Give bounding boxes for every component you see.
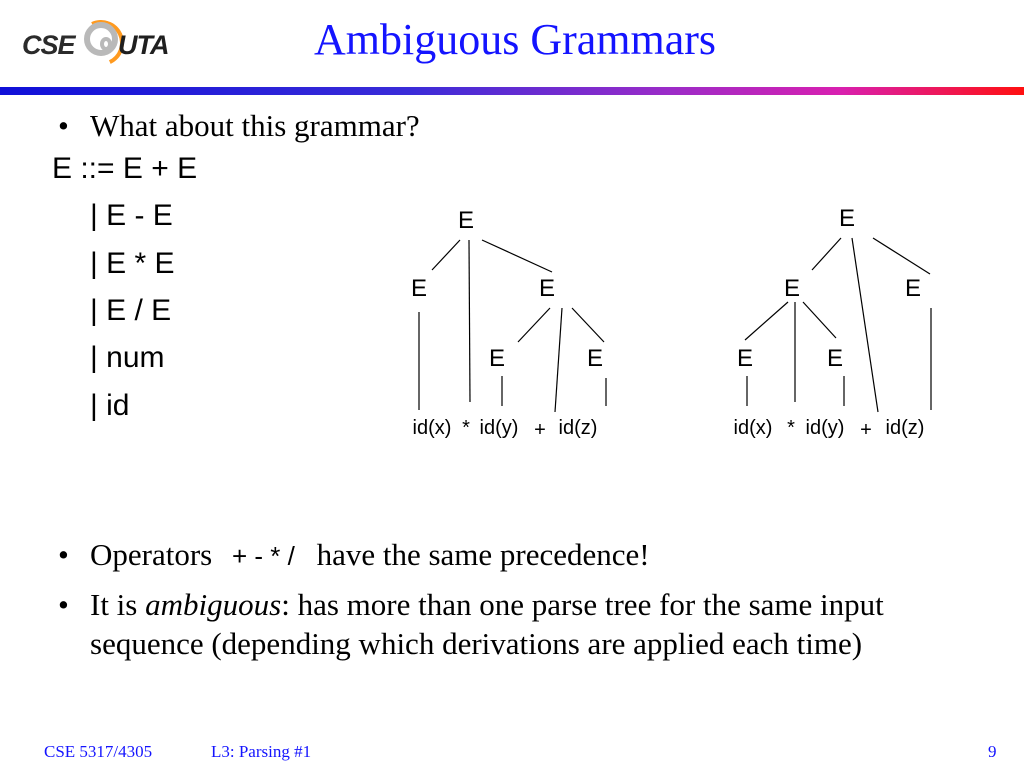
bullet-text: What about this grammar?	[90, 108, 420, 143]
grammar-line-5: | num	[90, 341, 165, 374]
parse-tree-left-edges	[419, 240, 606, 412]
tree-left-token-2: *	[462, 417, 470, 439]
tree-left-token-5: id(z)	[558, 417, 598, 439]
grammar-line-3: | E * E	[90, 247, 175, 280]
tree-right-token-3: id(y)	[805, 417, 845, 439]
tree-left-token-3: id(y)	[479, 417, 519, 439]
tree-left-root: E	[457, 207, 475, 234]
cse-uta-logo: CSE UTA	[22, 20, 167, 70]
bullet-dot: •	[58, 587, 69, 622]
tree-left-token-4: +	[534, 419, 546, 441]
tree-left-node-rr: E	[586, 345, 604, 372]
bullet-operators	[0, 537, 1024, 577]
grammar-line-1: E ::= E + E	[52, 152, 198, 185]
footer-course: CSE 5317/4305	[44, 742, 153, 761]
tree-left-token-1: id(x)	[412, 417, 452, 439]
tree-right-node-r: E	[904, 275, 922, 302]
tree-right-token-5: id(z)	[885, 417, 925, 439]
tree-right-token-4: +	[860, 419, 872, 441]
ambiguous-term: ambiguous	[145, 587, 282, 622]
tree-right-node-l: E	[783, 275, 801, 302]
tree-right-token-1: id(x)	[733, 417, 773, 439]
operators-note: have the same precedence!	[316, 537, 650, 572]
tree-right-token-2: *	[787, 417, 795, 439]
bullet-dot: •	[58, 537, 69, 572]
tree-right-node-lr: E	[826, 345, 844, 372]
tree-left-node-l: E	[410, 275, 428, 302]
bullet-dot: •	[58, 108, 69, 143]
footer-lecture: L3: Parsing #1	[211, 742, 312, 761]
tree-right-root: E	[838, 205, 856, 232]
bullet-ambiguous: • It is ambiguous: has more than one parse tree for the same input sequence (depending which derivations are applied each time)	[58, 587, 884, 661]
operators-label: Operators	[90, 537, 213, 572]
grammar-line-4: | E / E	[90, 294, 172, 327]
ambiguous-line-2: sequence (depending which derivations are applied each time)	[90, 626, 863, 661]
grammar-line-6: | id	[90, 389, 130, 422]
tree-left-node-r: E	[538, 275, 556, 302]
tree-right-node-ll: E	[736, 345, 754, 372]
operators-list: + - * /	[231, 541, 295, 571]
footer-page-number: 9	[988, 742, 997, 761]
grammar-line-2: | E - E	[90, 199, 173, 232]
tree-left-node-rl: E	[488, 345, 506, 372]
slide-title: Ambiguous Grammars	[313, 15, 717, 64]
parse-tree-right-edges	[745, 238, 931, 412]
